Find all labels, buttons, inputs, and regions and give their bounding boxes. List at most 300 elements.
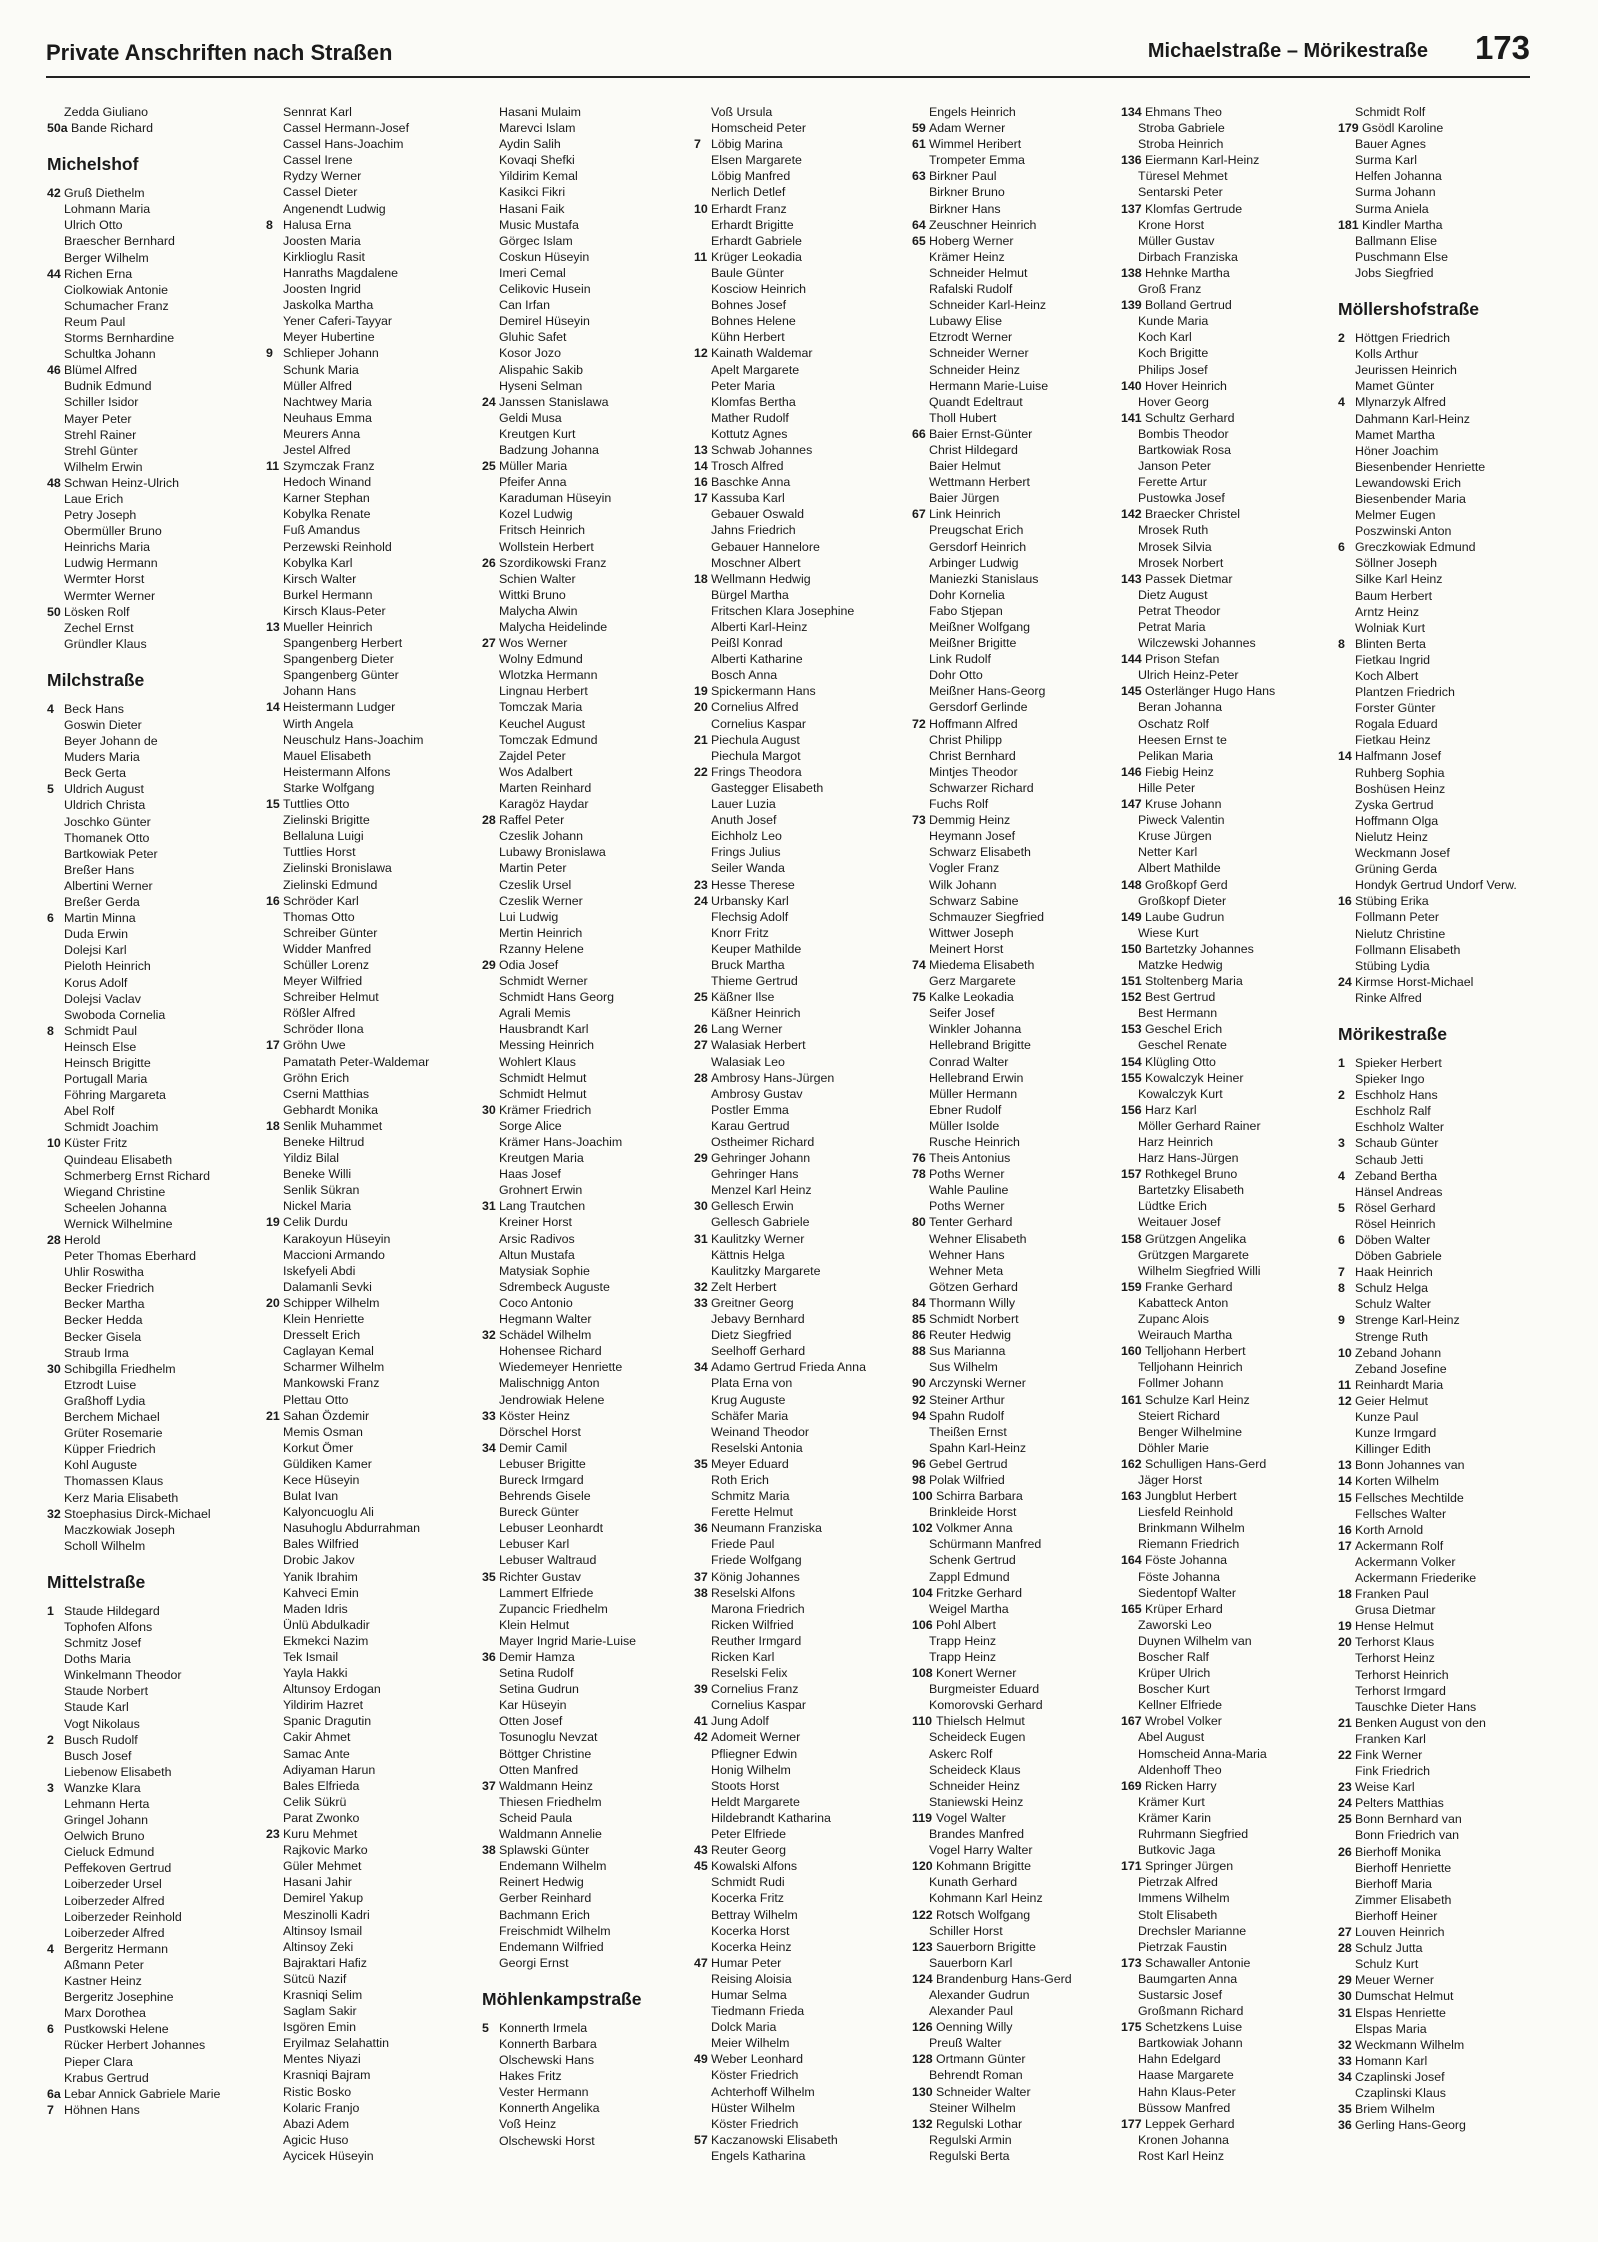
resident-name: Can Irfan — [499, 298, 550, 313]
resident-name: Spieker Ingo — [1355, 1072, 1425, 1087]
resident-name: Boscher Kurt — [1138, 1682, 1210, 1697]
resident-name: Wehner Meta — [929, 1263, 1004, 1278]
resident-name: Bruck Martha — [711, 957, 785, 972]
resident-entry — [266, 957, 476, 973]
resident-name: Grützgen Margarete — [1138, 1247, 1249, 1262]
resident-name: Agrali Memis — [499, 1006, 571, 1021]
resident-entry — [47, 1457, 257, 1473]
resident-name: Baier Ernst-Günter — [929, 426, 1033, 441]
resident-entry — [47, 2021, 257, 2037]
resident-name: Caglayan Kemal — [283, 1344, 374, 1359]
resident-entry — [47, 2037, 257, 2053]
house-number: 33 — [694, 1295, 708, 1310]
resident-name: Krämer Heinz — [929, 249, 1005, 264]
house-number: 30 — [47, 1361, 61, 1376]
house-number: 11 — [1338, 1377, 1352, 1392]
resident-entry — [482, 1536, 692, 1552]
resident-entry — [47, 1635, 257, 1651]
resident-name: Hoffmann Olga — [1355, 813, 1439, 828]
resident-entry — [47, 1039, 257, 1055]
resident-entry — [482, 587, 692, 603]
resident-entry — [47, 1780, 257, 1796]
resident-name: Louven Heinrich — [1355, 1925, 1445, 1940]
resident-entry — [266, 764, 476, 780]
resident-entry — [47, 1425, 257, 1441]
resident-entry — [47, 1200, 257, 1216]
resident-entry — [266, 683, 476, 699]
resident-name: Petry Joseph — [64, 508, 137, 523]
resident-name: Ruhberg Sophia — [1355, 765, 1445, 780]
resident-name: Mauel Elisabeth — [283, 748, 372, 763]
resident-entry — [912, 1987, 1122, 2003]
resident-name: Piechula Margot — [711, 748, 801, 763]
resident-name: Oelwich Bruno — [64, 1829, 145, 1844]
house-number: 141 — [1121, 410, 1142, 425]
resident-entry — [694, 1488, 904, 1504]
resident-name: Coskun Hüseyin — [499, 249, 590, 264]
resident-entry — [1121, 1697, 1331, 1713]
house-number: 64 — [912, 217, 926, 232]
resident-name: Elsen Margarete — [711, 153, 802, 168]
resident-name: Odia Josef — [499, 957, 559, 972]
resident-entry — [1121, 1601, 1331, 1617]
house-number: 136 — [1121, 153, 1142, 168]
resident-name: Baule Günter — [711, 265, 785, 280]
resident-entry — [482, 1826, 692, 1842]
resident-name: Blümel Alfred — [64, 363, 138, 378]
resident-name: Loiberzeder Alfred — [64, 1925, 165, 1940]
resident-name: Demir Hamza — [499, 1650, 575, 1664]
resident-name: Steiert Richard — [1138, 1408, 1220, 1423]
resident-name: Keuper Mathilde — [711, 941, 802, 956]
resident-name: Matzke Hedwig — [1138, 957, 1223, 972]
resident-name: Piechula August — [711, 732, 800, 747]
resident-entry — [266, 1198, 476, 1214]
resident-entry — [482, 458, 692, 474]
resident-entry — [266, 1086, 476, 1102]
resident-name: Waldmann Annelie — [499, 1827, 602, 1842]
resident-entry — [47, 1732, 257, 1748]
resident-name: Rafalski Rudolf — [929, 282, 1013, 297]
resident-name: Erhardt Gabriele — [711, 233, 802, 248]
resident-name: Dörschel Horst — [499, 1424, 581, 1439]
resident-name: Cieluck Edmund — [64, 1845, 155, 1860]
resident-name: Meyer Wilfried — [283, 974, 363, 989]
house-number: 25 — [482, 459, 496, 474]
resident-entry — [912, 1729, 1122, 1745]
house-number: 29 — [1338, 1973, 1352, 1988]
resident-name: Jäger Horst — [1138, 1472, 1203, 1487]
resident-name: Köster Friedrich — [711, 2116, 799, 2131]
column-6 — [1121, 104, 1331, 2164]
resident-entry — [1121, 1794, 1331, 1810]
resident-entry — [266, 1987, 476, 2003]
house-number: 46 — [47, 363, 61, 378]
resident-name: Wehner Elisabeth — [929, 1231, 1027, 1246]
house-number: 25 — [694, 990, 708, 1005]
resident-entry — [266, 1890, 476, 1906]
resident-entry — [266, 233, 476, 249]
resident-entry — [482, 780, 692, 796]
resident-name: Celik Durdu — [283, 1215, 348, 1230]
resident-name: Schipper Wilhelm — [283, 1295, 380, 1310]
resident-name: Kalyoncuoglu Ali — [283, 1505, 374, 1520]
resident-name: Weitauer Josef — [1138, 1215, 1221, 1230]
resident-entry — [482, 1214, 692, 1230]
resident-name: Uldrich Christa — [64, 798, 146, 813]
resident-entry — [912, 828, 1122, 844]
resident-entry — [266, 539, 476, 555]
resident-entry — [912, 378, 1122, 394]
resident-name: Marx Dorothea — [64, 2006, 146, 2021]
resident-name: Jung Adolf — [711, 1714, 769, 1729]
resident-name: Wermter Horst — [64, 572, 145, 587]
house-number: 38 — [694, 1585, 708, 1600]
resident-name: Demirel Hüseyin — [499, 314, 590, 329]
resident-entry — [1121, 780, 1331, 796]
resident-entry — [912, 1697, 1122, 1713]
resident-entry — [1338, 2117, 1548, 2133]
resident-entry — [47, 266, 257, 282]
street-heading: Möhlenkampstraße — [482, 1988, 642, 2009]
resident-name: Thiesen Friedhelm — [499, 1794, 602, 1809]
resident-entry — [1121, 1182, 1331, 1198]
house-number: 35 — [1338, 2102, 1352, 2117]
resident-name: Sustarsic Josef — [1138, 1987, 1223, 2002]
resident-entry — [1121, 1971, 1331, 1987]
resident-name: Stoots Horst — [711, 1778, 780, 1793]
resident-name: Meurers Anna — [283, 426, 361, 441]
resident-entry — [266, 1746, 476, 1762]
resident-name: Hakes Fritz — [499, 2069, 562, 2084]
resident-entry — [482, 1456, 692, 1472]
resident-name: Scheideck Eugen — [929, 1730, 1026, 1745]
resident-name: Köster Friedrich — [711, 2068, 799, 2083]
resident-entry — [266, 1488, 476, 1504]
resident-entry — [482, 1021, 692, 1037]
resident-name: Scheelen Johanna — [64, 1200, 167, 1215]
resident-entry — [694, 1794, 904, 1810]
resident-entry — [912, 1150, 1122, 1166]
resident-name: Elspas Henriette — [1355, 2005, 1446, 2020]
resident-entry — [912, 297, 1122, 313]
resident-entry — [1338, 1361, 1548, 1377]
resident-entry — [912, 1359, 1122, 1375]
resident-name: Hegmann Walter — [499, 1312, 592, 1327]
resident-entry — [694, 362, 904, 378]
resident-name: Gebauer Oswald — [711, 507, 804, 522]
resident-name: Schunk Maria — [283, 362, 359, 377]
resident-name: Lubawy Elise — [929, 314, 1003, 329]
resident-name: Hüster Wilhelm — [711, 2100, 795, 2115]
resident-name: Bohnes Josef — [711, 298, 787, 313]
resident-name: Franken Paul — [1355, 1587, 1429, 1602]
resident-name: Wos Adalbert — [499, 764, 573, 779]
house-number: 146 — [1121, 764, 1142, 779]
resident-entry — [266, 1392, 476, 1408]
resident-entry — [1338, 459, 1548, 475]
resident-entry — [1338, 1135, 1548, 1151]
resident-entry — [482, 1424, 692, 1440]
resident-name: Wellmann Hedwig — [711, 571, 811, 586]
resident-name: Meuer Werner — [1355, 1973, 1434, 1988]
resident-name: Maczkowiak Joseph — [64, 1522, 175, 1537]
resident-entry — [912, 1923, 1122, 1939]
resident-entry — [694, 1166, 904, 1182]
resident-name: Etzrodt Luise — [64, 1377, 137, 1392]
resident-entry — [1121, 1150, 1331, 1166]
resident-name: Zedda Giuliano — [64, 105, 149, 119]
resident-entry — [694, 828, 904, 844]
resident-entry — [1338, 926, 1548, 942]
resident-name: Stroba Heinrich — [1138, 137, 1224, 152]
resident-name: Yayla Hakki — [283, 1666, 348, 1681]
resident-entry — [266, 104, 476, 120]
resident-entry — [1338, 1087, 1548, 1103]
resident-name: Gellesch Erwin — [711, 1199, 794, 1214]
resident-entry — [482, 1279, 692, 1295]
resident-name: Kosor Jozo — [499, 346, 561, 361]
resident-name: Schultz Gerhard — [1145, 410, 1235, 425]
resident-entry — [482, 1311, 692, 1327]
resident-name: Johann Hans — [283, 684, 357, 699]
resident-name: Aßmann Peter — [64, 1957, 144, 1972]
resident-name: Mentes Niyazi — [283, 2052, 361, 2067]
resident-name: Biesenbender Maria — [1355, 491, 1466, 506]
resident-name: Surma Karl — [1355, 153, 1417, 168]
resident-entry — [1338, 1248, 1548, 1264]
resident-name: Höhnen Hans — [64, 2102, 140, 2117]
resident-entry — [1338, 104, 1548, 120]
house-number: 151 — [1121, 974, 1142, 989]
house-number: 163 — [1121, 1489, 1142, 1504]
resident-entry — [482, 1858, 692, 1874]
resident-name: Czeslik Johann — [499, 829, 584, 844]
resident-name: Krabus Gertrud — [64, 2070, 149, 2085]
house-number: 13 — [694, 442, 708, 457]
resident-name: Güler Mehmet — [283, 1859, 362, 1874]
resident-entry — [482, 1037, 692, 1053]
resident-name: Wettmann Herbert — [929, 475, 1031, 490]
resident-name: Setina Rudolf — [499, 1666, 574, 1681]
house-number: 38 — [482, 1843, 496, 1858]
resident-name: Klügling Otto — [1145, 1054, 1216, 1069]
column-1 — [47, 104, 257, 2118]
resident-entry — [694, 1070, 904, 1086]
resident-entry — [266, 716, 476, 732]
resident-name: Pfeifer Anna — [499, 475, 567, 490]
resident-entry — [912, 667, 1122, 683]
resident-entry — [266, 1231, 476, 1247]
resident-name: Joosten Ingrid — [283, 282, 361, 297]
resident-name: Fiebig Heinz — [1145, 764, 1214, 779]
resident-name: Loiberzeder Ursel — [64, 1877, 162, 1892]
resident-entry — [912, 362, 1122, 378]
resident-name: Tomczak Edmund — [499, 732, 598, 747]
resident-name: Dresselt Erich — [283, 1328, 361, 1343]
resident-name: Müller Alfred — [283, 378, 352, 393]
resident-entry — [47, 459, 257, 475]
resident-name: Vogel Walter — [936, 1810, 1006, 1825]
resident-entry — [912, 1874, 1122, 1890]
resident-entry — [1121, 1939, 1331, 1955]
resident-entry — [912, 2084, 1122, 2100]
resident-entry — [1338, 201, 1548, 217]
resident-entry — [1121, 1070, 1331, 1086]
resident-name: Fabo Stjepan — [929, 603, 1003, 618]
resident-entry — [47, 1023, 257, 1039]
resident-entry — [694, 1633, 904, 1649]
resident-name: Messing Heinrich — [499, 1038, 595, 1053]
resident-entry — [266, 410, 476, 426]
resident-entry — [1121, 394, 1331, 410]
resident-name: Schmidt Werner — [499, 974, 588, 989]
resident-entry — [1121, 1874, 1331, 1890]
house-number: 50a — [47, 121, 68, 136]
resident-name: Bellaluna Luigi — [283, 829, 364, 844]
resident-entry — [912, 1488, 1122, 1504]
resident-name: Schmitz Josef — [64, 1636, 142, 1651]
resident-entry — [694, 957, 904, 973]
resident-name: Spahn Karl-Heinz — [929, 1440, 1027, 1455]
resident-name: Szordikowski Franz — [499, 555, 607, 570]
resident-name: Gringel Johann — [64, 1813, 149, 1828]
resident-name: Köster Heinz — [499, 1408, 570, 1423]
resident-entry — [1338, 1811, 1548, 1827]
resident-entry — [912, 1311, 1122, 1327]
resident-name: Trapp Heinz — [929, 1633, 997, 1648]
resident-name: Quindeau Elisabeth — [64, 1152, 173, 1167]
resident-entry — [912, 1070, 1122, 1086]
resident-name: Konnerth Barbara — [499, 2036, 597, 2051]
street-range: Michaelstraße – Mörikestraße — [1147, 40, 1428, 62]
house-number: 24 — [482, 394, 496, 409]
resident-name: Kunde Maria — [1138, 314, 1209, 329]
resident-name: Döben Gabriele — [1355, 1249, 1442, 1264]
resident-entry — [482, 844, 692, 860]
resident-entry — [1338, 861, 1548, 877]
resident-name: Komorovski Gerhard — [929, 1698, 1043, 1713]
resident-name: Oenning Willy — [936, 2020, 1013, 2035]
resident-name: Haase Margarete — [1138, 2068, 1234, 2083]
resident-name: Schmidt Rudi — [711, 1875, 785, 1890]
resident-name: Thomassen Klaus — [64, 1474, 164, 1489]
resident-name: Alberti Katharine — [711, 652, 803, 667]
resident-entry — [1121, 1552, 1331, 1568]
resident-name: Sorge Alice — [499, 1118, 562, 1133]
resident-entry — [912, 1295, 1122, 1311]
resident-name: Christ Philipp — [929, 732, 1002, 747]
resident-name: Best Hermann — [1138, 1006, 1218, 1021]
resident-entry — [482, 1874, 692, 1890]
resident-name: Ackermann Volker — [1355, 1554, 1456, 1569]
resident-name: Lewandowski Erich — [1355, 475, 1462, 490]
resident-name: Schmitz Maria — [711, 1489, 790, 1504]
resident-name: Osterlänger Hugo Hans — [1145, 684, 1276, 699]
house-number: 16 — [1338, 1522, 1352, 1537]
resident-entry — [266, 394, 476, 410]
resident-entry — [482, 989, 692, 1005]
resident-entry — [1121, 1746, 1331, 1762]
resident-entry — [47, 378, 257, 394]
resident-name: Weber Leonhard — [711, 2052, 804, 2067]
resident-name: Heistermann Ludger — [283, 700, 396, 715]
house-number: 18 — [1338, 1587, 1352, 1602]
resident-name: Otten Manfred — [499, 1762, 579, 1777]
resident-entry — [912, 1778, 1122, 1794]
resident-name: Kasikci Fikri — [499, 185, 566, 200]
resident-entry — [694, 378, 904, 394]
resident-name: Wanzke Klara — [64, 1780, 141, 1795]
house-number: 18 — [266, 1118, 280, 1133]
resident-name: Frings Theodora — [711, 764, 802, 779]
resident-entry — [482, 1005, 692, 1021]
resident-name: Schetzkens Luise — [1145, 2020, 1243, 2035]
resident-name: Bureck Günter — [499, 1505, 579, 1520]
resident-name: Mayer Ingrid Marie-Luise — [499, 1633, 637, 1648]
resident-name: Roth Erich — [711, 1472, 769, 1487]
resident-name: Terhorst Klaus — [1355, 1635, 1435, 1650]
resident-name: Adamo Gertrud Frieda Anna — [711, 1360, 866, 1375]
resident-entry — [1121, 1279, 1331, 1295]
house-number: 21 — [1338, 1715, 1352, 1730]
resident-entry — [47, 958, 257, 974]
resident-entry — [47, 201, 257, 217]
house-number: 181 — [1338, 217, 1359, 232]
resident-name: Nasuhoglu Abdurrahman — [283, 1521, 421, 1536]
resident-entry — [47, 539, 257, 555]
resident-entry — [266, 329, 476, 345]
resident-entry — [47, 1957, 257, 1973]
resident-entry — [694, 442, 904, 458]
resident-name: Kocerka Fritz — [711, 1891, 784, 1906]
resident-name: Budnik Edmund — [64, 379, 152, 394]
resident-name: Weckmann Wilhelm — [1355, 2037, 1465, 2052]
resident-entry — [47, 1667, 257, 1683]
resident-name: Herold — [64, 1233, 101, 1247]
resident-entry — [47, 1506, 257, 1522]
resident-entry — [912, 1472, 1122, 1488]
house-number: 22 — [694, 764, 708, 779]
resident-entry — [1121, 1987, 1331, 2003]
resident-entry — [47, 1619, 257, 1635]
resident-name: Senlik Muhammet — [283, 1118, 383, 1133]
resident-name: Christ Bernhard — [929, 748, 1016, 763]
house-number: 108 — [912, 1666, 933, 1681]
resident-entry — [694, 796, 904, 812]
resident-name: Korus Adolf — [64, 975, 128, 990]
resident-entry — [266, 313, 476, 329]
resident-name: Wittki Bruno — [499, 587, 566, 602]
resident-name: Schröder Ilona — [283, 1022, 364, 1037]
house-number: 11 — [694, 249, 708, 264]
house-number: 5 — [482, 2020, 489, 2035]
resident-entry — [694, 1408, 904, 1424]
resident-name: Liebenow Elisabeth — [64, 1764, 172, 1779]
resident-name: Gebhardt Monika — [283, 1102, 379, 1117]
resident-entry — [47, 217, 257, 233]
resident-name: Ehmans Theo — [1145, 105, 1222, 119]
resident-entry — [482, 1070, 692, 1086]
house-number: 90 — [912, 1376, 926, 1391]
resident-entry — [912, 522, 1122, 538]
resident-entry — [1338, 233, 1548, 249]
resident-entry — [482, 2036, 692, 2052]
resident-name: Krüper Erhard — [1145, 1601, 1223, 1616]
resident-entry — [1338, 2053, 1548, 2069]
resident-name: Gehringer Hans — [711, 1167, 799, 1182]
resident-entry — [912, 1134, 1122, 1150]
